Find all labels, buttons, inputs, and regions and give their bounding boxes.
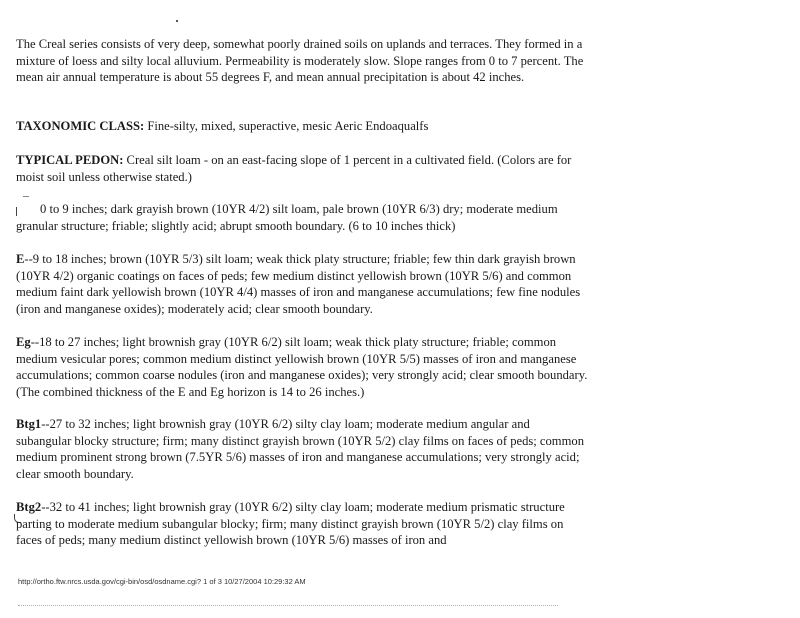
horizon-btg2 [16, 499, 588, 549]
horizon-label: Btg2 [16, 500, 42, 514]
horizon-text: --27 to 32 inches; light brownish gray (10YR 6/2) silty clay loam; moderate medium angular and subangular blocky structure; firm; many distinct grayish brown (10YR 5/2) clay films on faces of peds; common medium prominent strong brown (7.5YR 5/6) masses of iron and manganese accumulations; very strongly acid; clear smooth boundary. [16, 417, 584, 481]
taxonomic-class-label: TAXONOMIC CLASS: [16, 119, 145, 133]
horizon-ap [16, 201, 588, 234]
horizon-text: --9 to 18 inches; brown (10YR 5/3) silt loam; weak thick platy structure; friable; few thin dark grayish brown (10YR 4/2) organic coatings on faces of peds; few medium distinct yellowish brown (10YR 5/6) and common medium faint dark yellowish brown (10YR 4/4) masses of iron and manganese accumulations; few fine nodules (iron and manganese oxides); moderately acid; clear smooth boundary. [16, 252, 581, 316]
print-footer: http://ortho.ftw.nrcs.usda.gov/cgi-bin/osd/osdname.cgi? 1 of 3 10/27/2004 10:29:32 AM [18, 577, 306, 586]
typical-pedon-label: TYPICAL PEDON: [16, 153, 124, 167]
scan-speck [23, 196, 29, 197]
horizon-text: 0 to 9 inches; dark grayish brown (10YR 4/2) silt loam, pale brown (10YR 6/3) dry; moderate medium granular structure; friable; slightly acid; abrupt smooth boundary. (6 to 10 inches thick) [16, 202, 558, 233]
typical-pedon-text: Creal silt loam - on an east-facing slope of 1 percent in a cultivated field. (Colors are for moist soil unless otherwise stated.) [16, 153, 572, 184]
horizon-btg1 [16, 416, 588, 482]
taxonomic-class [16, 118, 588, 135]
horizon-text: --32 to 41 inches; light brownish gray (10YR 6/2) silty clay loam; moderate medium prismatic structure parting to moderate medium subangular blocky; firm; many distinct grayish brown (10YR 5/2) clay films on faces of peds; many medium distinct yellowish brown (10YR 5/6) masses of iron and [16, 500, 565, 548]
horizon-eg [16, 334, 588, 400]
scan-edge [18, 605, 558, 607]
series-description: The Creal series consists of very deep, somewhat poorly drained soils on uplands and terraces. They formed in a mixture of loess and silty local alluvium. Permeability is moderately slow. Slope ranges from 0 to 7 percent. The mean air annual temperature is about 55 degrees F, and mean annual precipitation is about 42 inches. [16, 37, 584, 85]
horizon-e [16, 251, 588, 317]
horizon-label: Eg [16, 335, 31, 349]
horizon-label: Btg1 [16, 417, 42, 431]
scan-speck [176, 20, 178, 22]
typical-pedon [16, 152, 588, 185]
horizon-text: --18 to 27 inches; light brownish gray (10YR 6/2) silt loam; weak thick platy structure; friable; common medium vesicular pores; common medium distinct yellowish brown (10YR 5/5) masses of iron and manganese accumulations; common coarse nodules (iron and manganese oxides); very strongly acid; clear smooth boundary. (The combined thickness of the E and Eg horizon is 14 to 26 inches.) [16, 335, 588, 399]
horizon-label: E [16, 252, 25, 266]
taxonomic-class-text: Fine-silty, mixed, superactive, mesic Aeric Endoaqualfs [144, 119, 429, 133]
